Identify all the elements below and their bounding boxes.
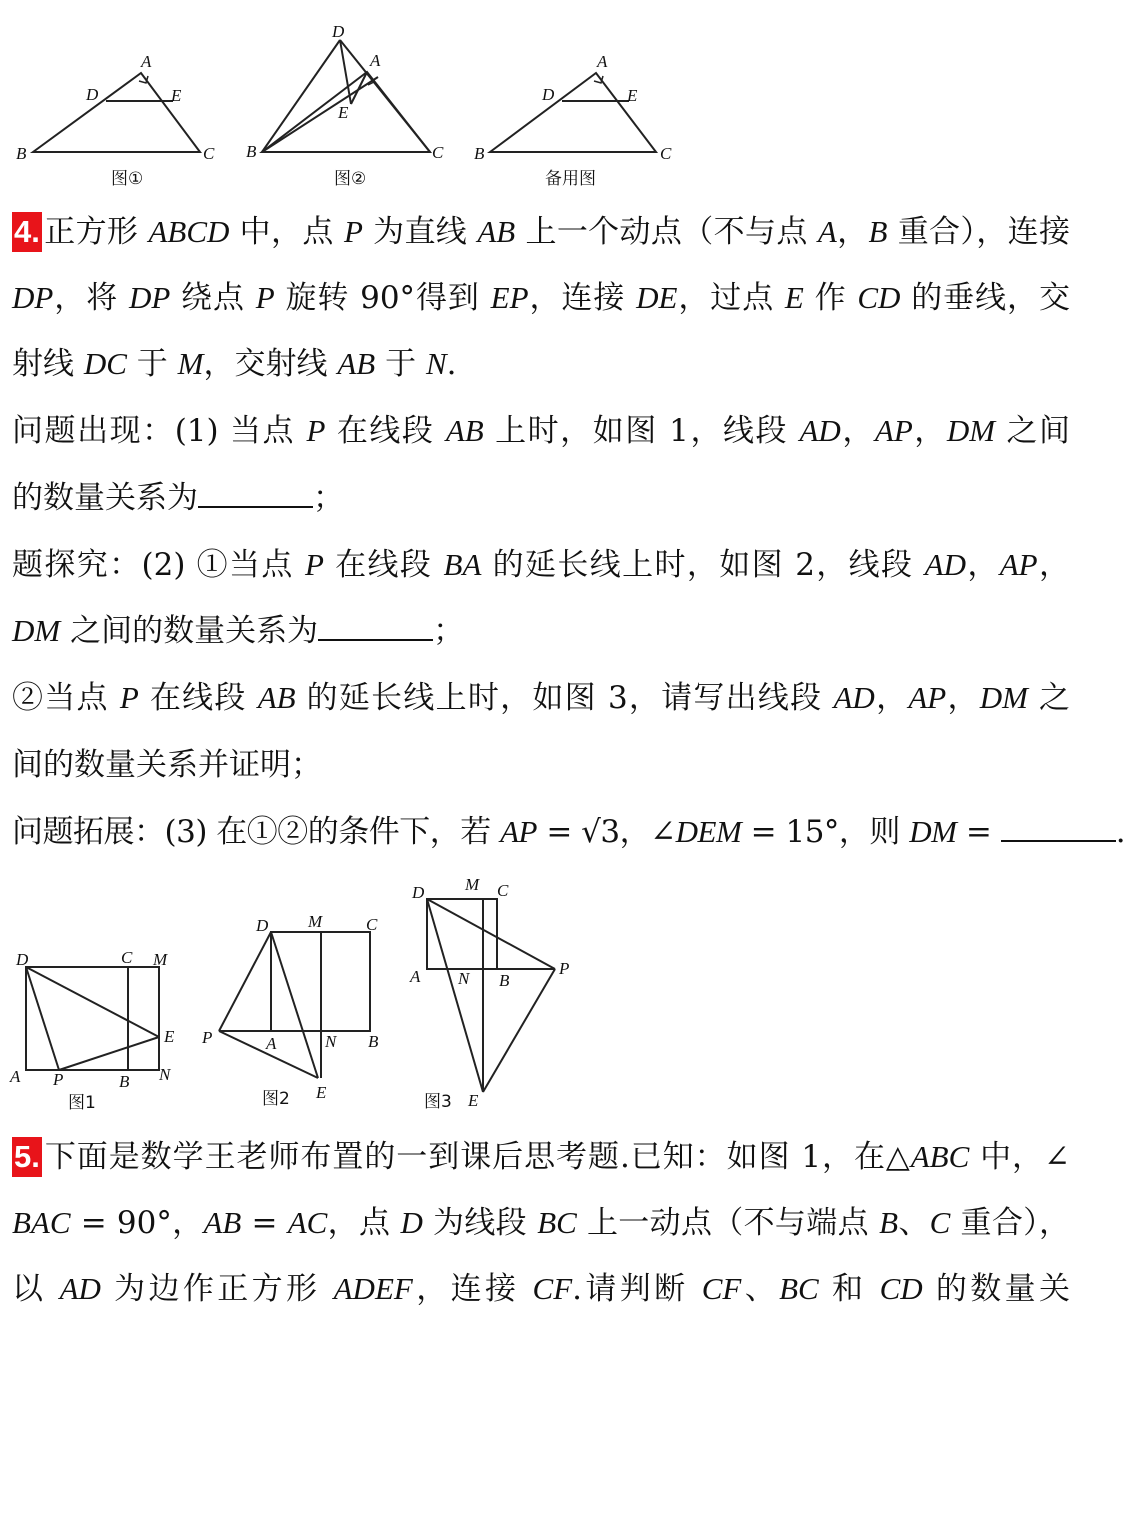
label: C <box>497 881 509 900</box>
label: E <box>316 1083 327 1102</box>
problem4-line1: 4. 正方形 ABCD 中，点 P 为直线 AB 上一个动点（不与点 A，B 重合），连接 <box>14 214 1070 250</box>
answer-blank[interactable] <box>318 609 433 641</box>
problem4-line6: 题探究：(2) ①当点 P 在线段 BA 的延长线上时，如图 2，线段 AD，AP， <box>12 547 1070 583</box>
label: P <box>53 1070 64 1089</box>
label: B <box>119 1072 130 1091</box>
figure-caption: 图2 <box>262 1089 290 1109</box>
label: P <box>559 959 570 978</box>
problem4-line3: 射线 DC 于 M，交射线 AB 于 N. <box>12 346 457 382</box>
label: E <box>338 103 349 122</box>
label: M <box>153 950 168 969</box>
problem-number: 4. <box>12 212 42 252</box>
problem4-line9: 间的数量关系并证明； <box>12 747 322 783</box>
figure-caption: 图3 <box>424 1092 452 1112</box>
label: C <box>203 144 215 163</box>
problem4-line5: 的数量关系为 ； <box>12 476 1070 520</box>
problem5-line3: 以 AD 为边作正方形 ADEF，连接 CF.请判断 CF、BC 和 CD 的数量关 <box>12 1271 1070 1307</box>
label: E <box>171 86 182 105</box>
label: A <box>141 52 152 71</box>
label: M <box>465 875 480 894</box>
label: C <box>366 915 378 934</box>
label: A <box>266 1034 277 1053</box>
label: C <box>121 948 133 967</box>
label: D <box>542 85 555 104</box>
problem4-figures <box>0 870 1080 1115</box>
label: A <box>597 52 608 71</box>
label: E <box>164 1027 175 1046</box>
label: M <box>308 912 323 931</box>
figure-1-square <box>9 948 175 1113</box>
label: B <box>246 142 257 161</box>
label: D <box>332 22 345 41</box>
label: D <box>412 883 425 902</box>
problem4-line7: DM 之间的数量关系为 ； <box>12 609 1070 653</box>
figure-2-square <box>201 912 379 1109</box>
figure-caption: 备用图 <box>545 169 596 189</box>
figure-caption: 图1 <box>68 1093 96 1113</box>
label: C <box>660 144 672 163</box>
problem4-line4: 问题出现：(1) 当点 P 在线段 AB 上时，如图 1，线段 AD，AP，DM 之间 <box>12 413 1071 449</box>
label: N <box>458 969 470 988</box>
figure-3-square <box>409 875 569 1112</box>
figure-1-triangle <box>16 52 215 189</box>
top-figures <box>0 0 1080 195</box>
label: E <box>627 86 638 105</box>
label: D <box>86 85 99 104</box>
label: B <box>16 144 27 163</box>
answer-blank[interactable] <box>1001 810 1116 842</box>
label: A <box>370 51 381 70</box>
problem5-line2: BAC = 90°，AB = AC，点 D 为线段 BC 上一动点（不与端点 B、C 重合）， <box>12 1205 1071 1241</box>
figure-spare-triangle <box>474 52 672 189</box>
label: B <box>474 144 485 163</box>
label: B <box>368 1032 379 1051</box>
problem4-line8: ②当点 P 在线段 AB 的延长线上时，如图 3，请写出线段 AD，AP，DM 之 <box>12 680 1071 716</box>
problem4-line2: DP，将 DP 绕点 P 旋转 90°得到 EP，连接 DE，过点 E 作 CD 的垂线，交 <box>12 280 1070 316</box>
problem-number: 5. <box>12 1137 42 1177</box>
label: C <box>432 143 444 162</box>
label: D <box>16 950 29 969</box>
label: E <box>468 1091 479 1110</box>
label: N <box>325 1032 337 1051</box>
label: A <box>10 1067 21 1086</box>
figure-caption: 图① <box>111 169 144 189</box>
label: D <box>256 916 269 935</box>
figure-2-triangle <box>246 22 444 189</box>
problem5-line1: 5. 下面是数学王老师布置的一到课后思考题.已知：如图 1，在△ABC 中，∠ <box>14 1139 1070 1175</box>
label: N <box>159 1065 171 1084</box>
label: A <box>410 967 421 986</box>
answer-blank[interactable] <box>198 476 313 508</box>
problem4-line10: 问题拓展：(3) 在①②的条件下，若 AP = √3，∠DEM = 15°，则 DM = . <box>12 810 1070 854</box>
label: B <box>499 971 510 990</box>
label: P <box>202 1028 213 1047</box>
figure-caption: 图② <box>334 169 367 189</box>
